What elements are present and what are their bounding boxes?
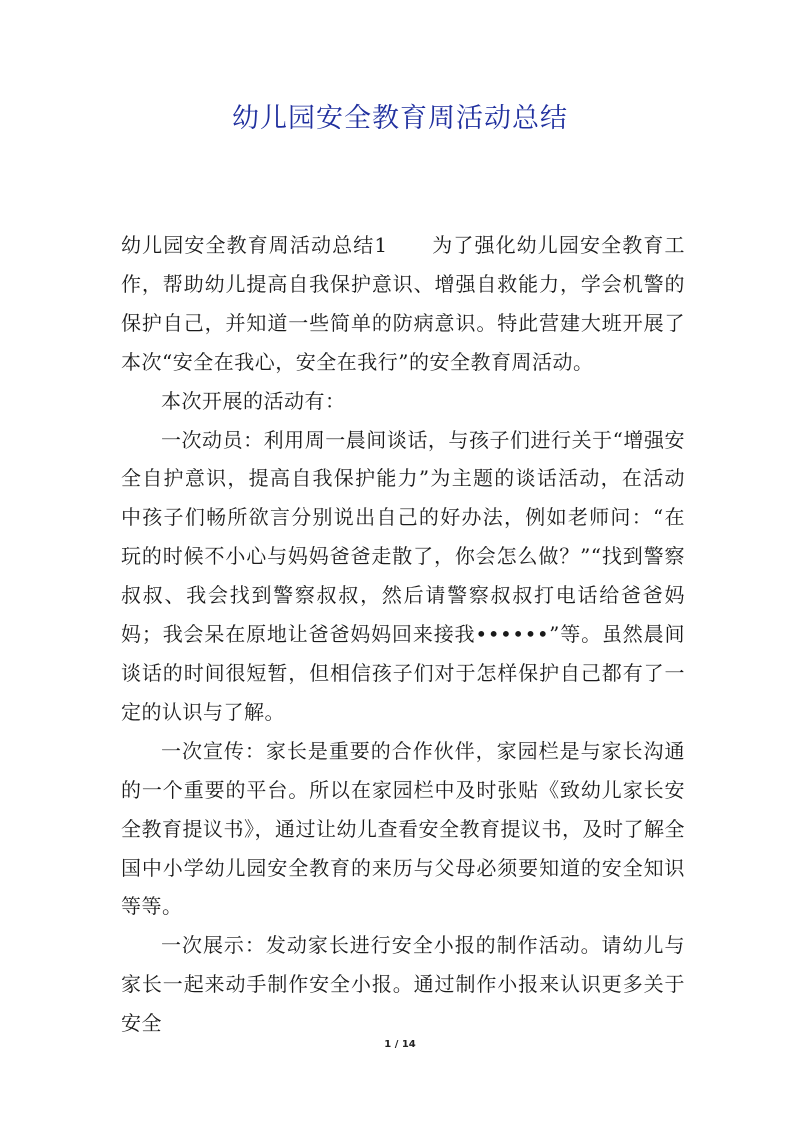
document-title: 幼儿园安全教育周活动总结 [232,103,568,134]
paragraph-publicity: 一次宣传：家长是重要的合作伙伴，家园栏是与家长沟通的一个重要的平台。所以在家园栏中及时张贴《致幼儿家长安全教育提议书》，通过让幼儿查看安全教育提议书，及时了解全国中小学幼儿园安全教育的来历与父母必须要知道的安全知识等等。 [121,738,685,919]
page-number: 1 / 14 [384,1039,416,1050]
section-heading-label: 幼儿园安全教育周活动总结1 [121,233,388,257]
paragraph-activities-intro: 本次开展的活动有： [161,388,346,413]
paragraph-intro-text: 为了强化幼儿园安全教育工作，帮助幼儿提高自我保护意识、增强自救能力，学会机警的保护自己，并知道一些简单的防病意识。特此营建大班开展了本次“安全在我心，安全在我行”的安全教育周活动。 [121,233,685,374]
paragraph-mobilization: 一次动员：利用周一晨间谈话，与孩子们进行关于“增强安全自护意识，提高自我保护能力”为主题的谈话活动，在活动中孩子们畅所欲言分别说出自己的好办法，例如老师问：“在玩的时候不小心与妈妈爸爸走散了，你会怎么做？”“找到警察叔叔、我会找到警察叔叔，然后请警察叔叔打电话给爸爸妈妈；我会呆在原地让爸爸妈妈回来接我••••••”等。虽然晨间谈话的时间很短暂，但相信孩子们对于怎样保护自己都有了一定的认识与了解。 [121,427,685,724]
paragraph-exhibition: 一次展示：发动家长进行安全小报的制作活动。请幼儿与家长一起来动手制作安全小报。通过制作小报来认识更多关于安全 [121,933,685,1036]
document-body [121,226,685,1043]
paragraph-intro [121,226,685,382]
